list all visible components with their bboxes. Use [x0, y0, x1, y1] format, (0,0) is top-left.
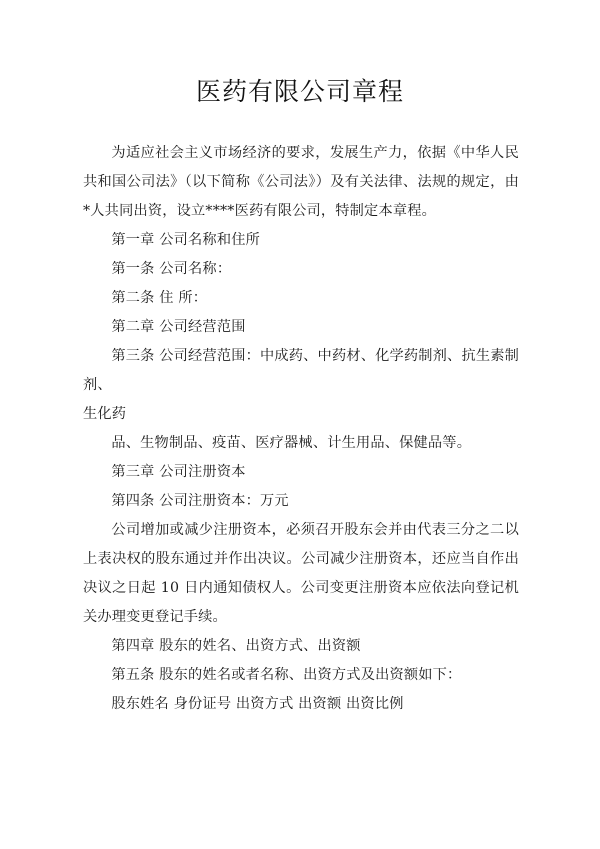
document-title: 医药有限公司章程	[195, 77, 404, 106]
paragraph: 第四章 股东的姓名、出资方式、出资额	[111, 638, 361, 654]
paragraph: 第五条 股东的姓名或者名称、出资方式及出资额如下：	[111, 667, 462, 683]
paragraph: 生化药	[83, 406, 127, 422]
paragraph: 第一章 公司名称和住所	[111, 232, 260, 248]
paragraph: 为适应社会主义市场经济的要求，发展生产力，依据《中华人民共和国公司法》（以下简称《公司法》）及有关法律、法规的规定，由*人共同出资，设立****医药有限公司，特制定本章程。	[83, 145, 519, 219]
paragraph: 第二章 公司经营范围	[111, 319, 246, 335]
paragraph: 第四条 公司注册资本：万元	[111, 493, 289, 509]
paragraph: 品、生物制品、疫苗、医疗器械、计生用品、保健品等。	[111, 435, 472, 451]
paragraph: 第三条 公司经营范围：中成药、中药材、化学药制剂、抗生素制剂、	[83, 348, 519, 393]
paragraph: 公司增加或减少注册资本，必须召开股东会并由代表三分之二以上表决权的股东通过并作出决议。公司减少注册资本，还应当自作出决议之日起 10 日内通知债权人。公司变更注册资本应依法向登记机关办理变更登记手续。	[83, 522, 519, 625]
paragraph: 第三章 公司注册资本	[111, 464, 246, 480]
document-body	[83, 139, 519, 719]
paragraph: 股东姓名 身份证号 出资方式 出资额 出资比例	[111, 696, 404, 712]
paragraph: 第二条 住 所：	[111, 290, 208, 306]
paragraph: 第一条 公司名称：	[111, 261, 232, 277]
